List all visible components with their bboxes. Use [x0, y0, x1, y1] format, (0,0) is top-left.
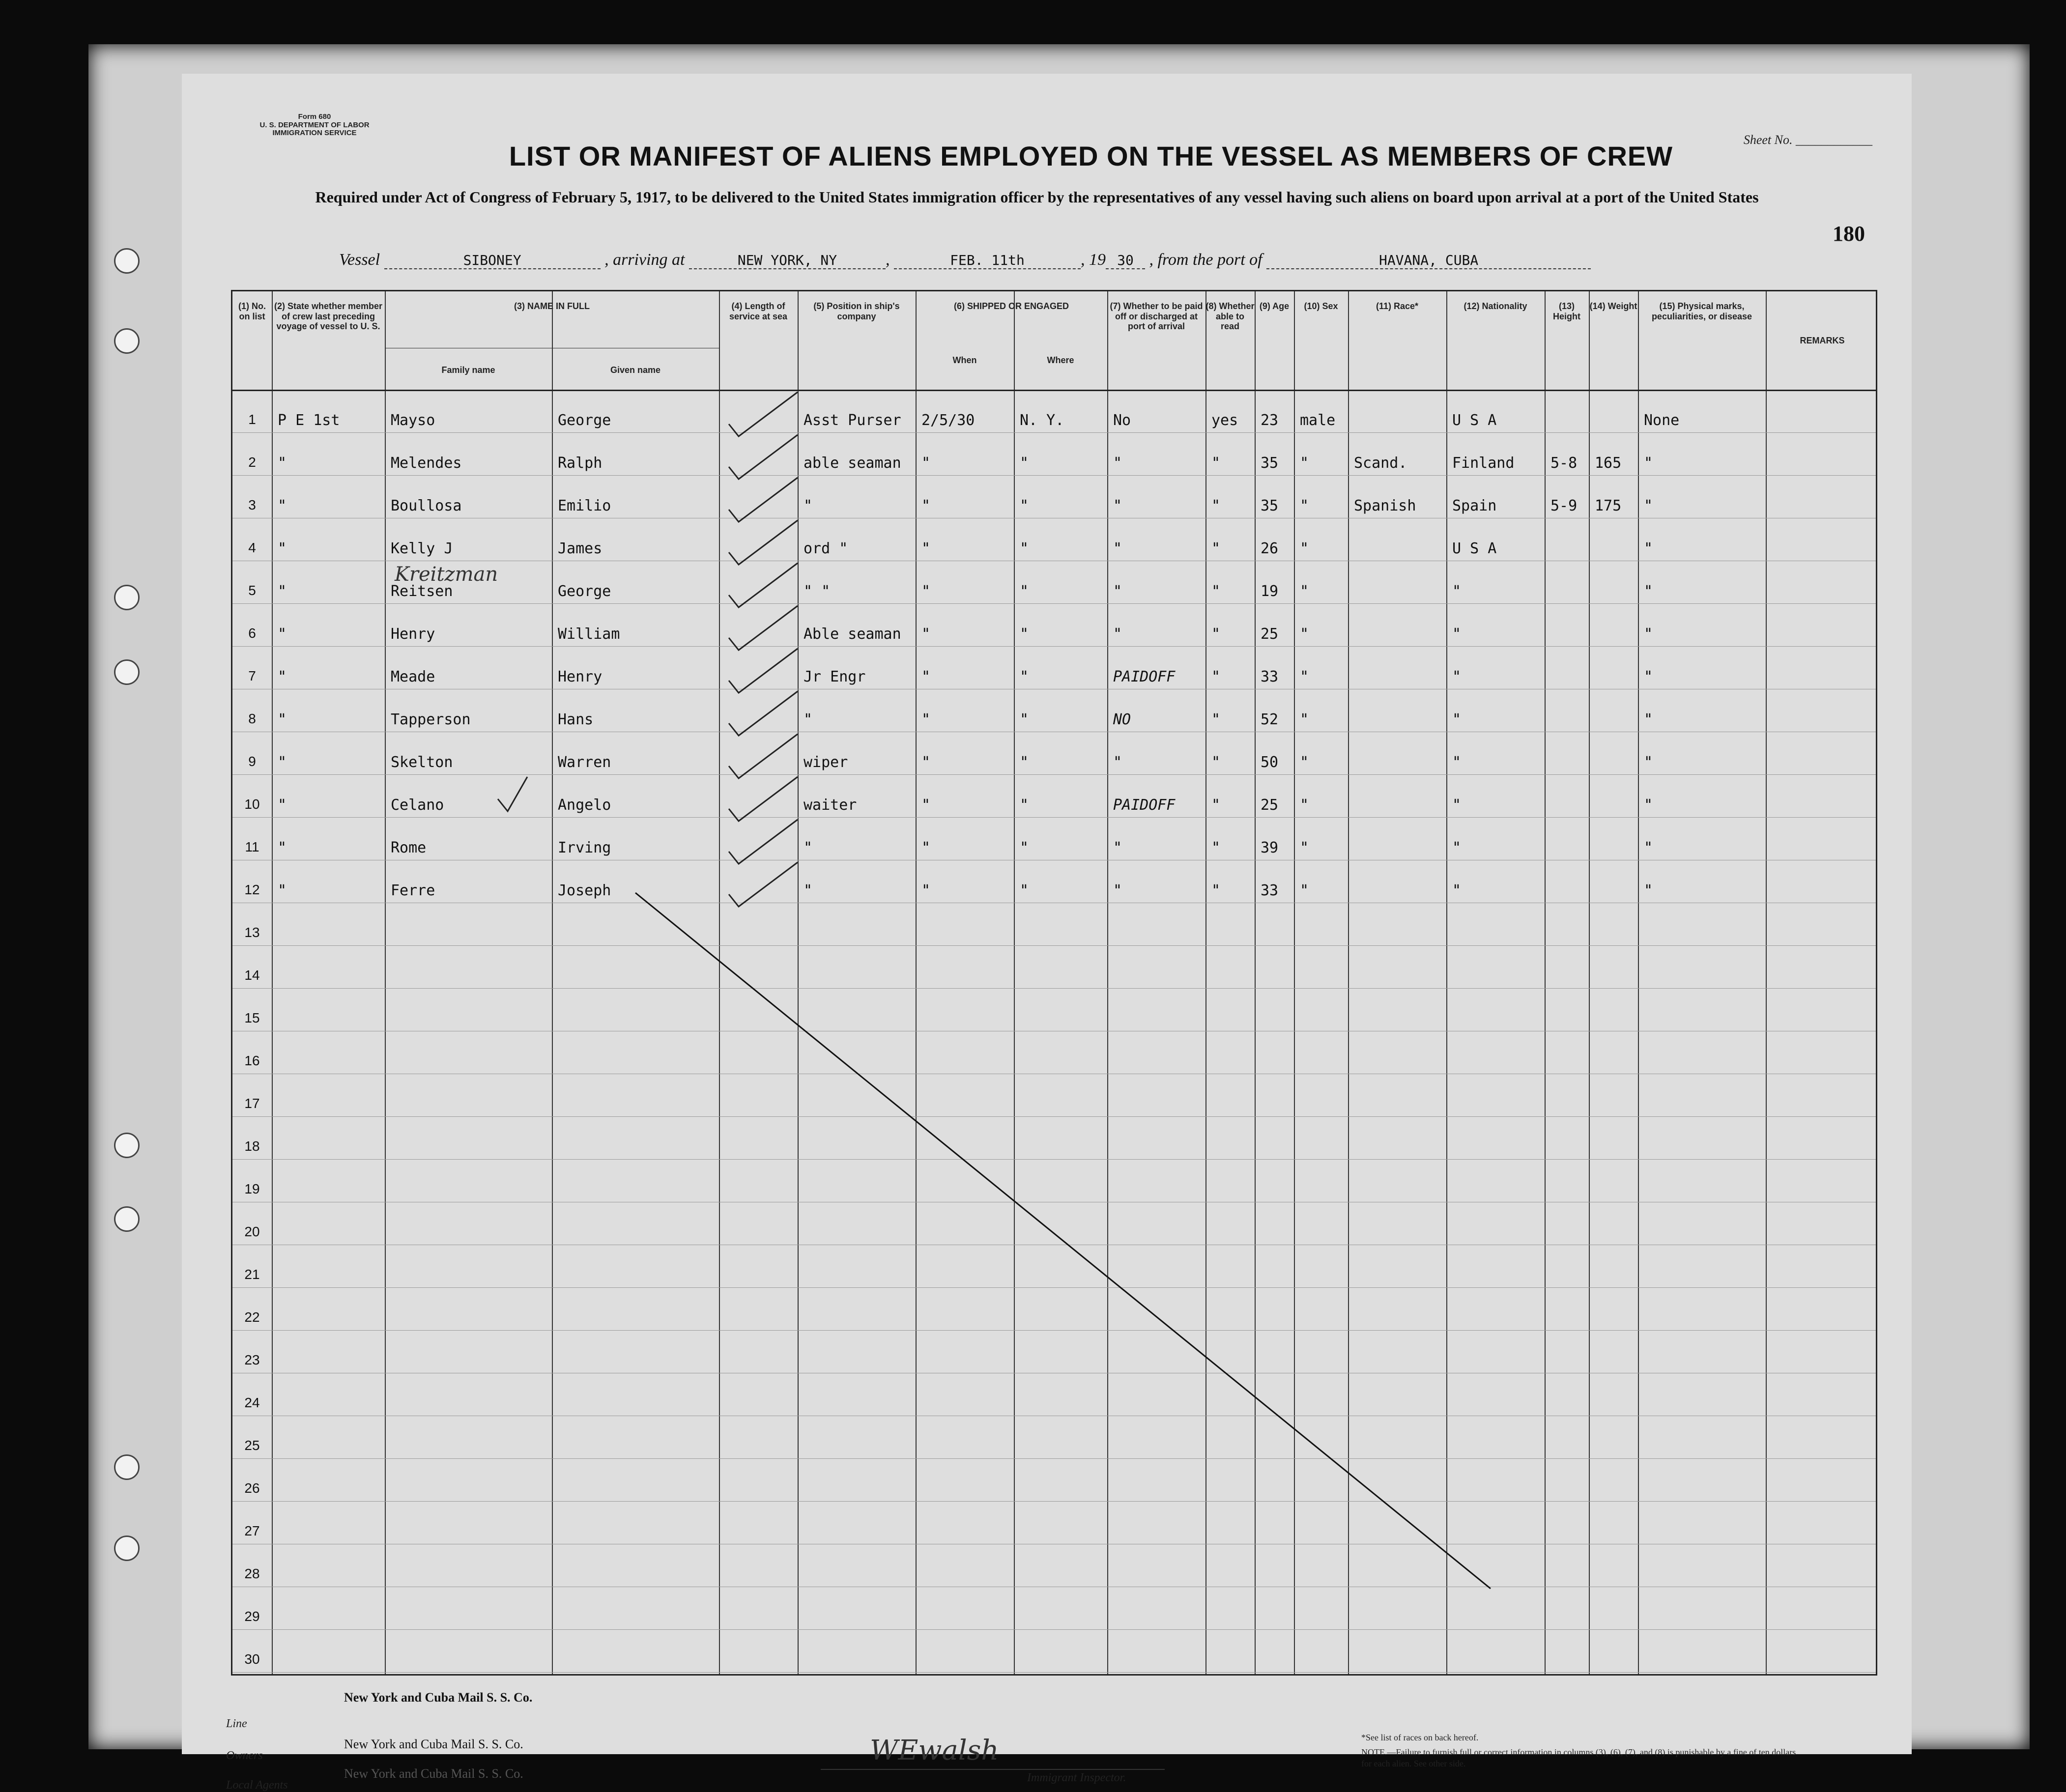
manifest-form — [182, 74, 1912, 1792]
cell-marks: " — [1644, 796, 1653, 814]
column-header-remarks: REMARKS — [1800, 336, 1845, 345]
inspector-label: Immigrant Inspector. — [1027, 1771, 1126, 1784]
column-header-c2: (2) State whether member of crew last preceding voyage of vessel to U. S. — [274, 301, 383, 332]
row-number: 11 — [245, 839, 259, 854]
cell-when: " — [921, 497, 931, 514]
column-header-c14: (14) Weight — [1589, 301, 1637, 311]
owners-label: Owners — [226, 1749, 263, 1762]
cell-sex: " — [1300, 626, 1309, 643]
vessel-line: Vessel SIBONEY , arriving at NEW YORK, NY , FEB. 11th , 19 30 , from the port of HAVANA, CUBA — [339, 251, 1863, 269]
column-header-c11: (11) Race* — [1376, 301, 1419, 311]
column-header-c6: (6) SHIPPED OR ENGAGED — [953, 301, 1069, 311]
column-header-c3a: Family name — [441, 365, 495, 375]
cell-paid: PAIDOFF — [1113, 796, 1176, 814]
cell-age: 35 — [1261, 497, 1279, 514]
cell-paid: " — [1113, 882, 1122, 899]
cell-prev: P E 1st — [278, 412, 340, 429]
cell-pos: able seaman — [803, 455, 901, 472]
row-number: 16 — [244, 1053, 260, 1068]
cell-age: 35 — [1261, 455, 1279, 472]
signature-line — [821, 1769, 1165, 1770]
cell-age: 50 — [1261, 754, 1279, 771]
cell-given: Hans — [558, 711, 594, 728]
cell-given: Warren — [558, 754, 611, 771]
from-label: , from the port of — [1149, 251, 1263, 269]
check-mark — [729, 520, 798, 565]
cell-pos: " — [803, 497, 813, 514]
cell-read: yes — [1211, 412, 1238, 429]
binder-hole — [114, 1536, 140, 1561]
cell-given: George — [558, 583, 611, 600]
arriving-port: NEW YORK, NY — [689, 252, 886, 269]
column-header-c12: (12) Nationality — [1463, 301, 1527, 311]
form-number: Form 680 — [298, 113, 331, 121]
column-header-c6a: When — [952, 355, 977, 365]
handwritten-correction: Kreitzman — [395, 563, 498, 586]
cell-pos: waiter — [803, 796, 857, 814]
column-header-c7: (7) Whether to be paid off or discharged at port of arrival — [1110, 301, 1203, 332]
cell-marks: " — [1644, 626, 1653, 643]
row-number: 7 — [248, 668, 256, 683]
cell-prev: " — [278, 668, 287, 685]
cell-read: " — [1211, 796, 1221, 814]
cell-family: Kelly J — [391, 540, 453, 557]
cell-given: Ralph — [558, 455, 603, 472]
row-number: 4 — [248, 540, 256, 555]
row-number: 22 — [244, 1309, 260, 1325]
cell-height: 5-8 — [1550, 455, 1578, 472]
cell-paid: " — [1113, 583, 1122, 600]
arriving-label: , arriving at — [604, 251, 685, 269]
cell-age: 23 — [1261, 412, 1279, 429]
cell-marks: " — [1644, 540, 1653, 557]
cell-where: " — [1020, 583, 1029, 600]
cell-family: Rome — [391, 839, 427, 856]
binder-hole — [114, 248, 140, 274]
cell-family: Melendes — [391, 455, 462, 472]
cell-pos: ord " — [803, 540, 848, 557]
cell-paid: " — [1113, 839, 1122, 856]
cell-age: 25 — [1261, 626, 1279, 643]
row-number: 19 — [244, 1181, 260, 1196]
check-mark — [729, 862, 798, 907]
race-note: *See list of races on back hereof. — [1361, 1733, 1479, 1742]
cell-paid: No — [1113, 412, 1131, 429]
cell-sex: " — [1300, 839, 1309, 856]
column-header-c13: (13) Height — [1553, 301, 1580, 321]
cell-read: " — [1211, 754, 1221, 771]
cell-sex: male — [1300, 412, 1336, 429]
arrival-date: FEB. 11th — [894, 252, 1081, 269]
cell-prev: " — [278, 540, 287, 557]
cell-when: " — [921, 455, 931, 472]
department: U. S. DEPARTMENT OF LABOR — [259, 120, 370, 129]
cell-sex: " — [1300, 455, 1309, 472]
cell-prev: " — [278, 583, 287, 600]
cell-paid: " — [1113, 626, 1122, 643]
cell-sex: " — [1300, 668, 1309, 685]
cell-pos: " " — [803, 583, 831, 600]
cell-prev: " — [278, 754, 287, 771]
cell-family: Reitsen — [391, 583, 453, 600]
cell-prev: " — [278, 882, 287, 899]
cell-marks: " — [1644, 711, 1653, 728]
cell-given: George — [558, 412, 611, 429]
check-mark — [729, 649, 798, 693]
page-subtitle: Required under Act of Congress of February 5, 1917, to be delivered to the United States immigration officer by the representatives of any vessel having such aliens on board upon arrival at a port of the United States — [315, 188, 1759, 206]
check-mark — [729, 777, 798, 821]
crew-table — [231, 290, 1877, 1676]
cell-sex: " — [1300, 754, 1309, 771]
agents-label: Local Agents — [226, 1779, 288, 1792]
cell-paid: PAIDOFF — [1113, 668, 1176, 685]
cell-nat: " — [1452, 626, 1462, 643]
cell-family: Skelton — [391, 754, 453, 771]
cell-family: Celano — [391, 796, 444, 814]
cell-where: N. Y. — [1020, 412, 1064, 429]
column-header-c4: (4) Length of service at sea — [729, 301, 788, 321]
row-number: 2 — [248, 455, 256, 470]
cell-where: " — [1020, 711, 1029, 728]
cell-when: " — [921, 754, 931, 771]
cell-nat: Finland — [1452, 455, 1515, 472]
cell-race: Spanish — [1354, 497, 1416, 514]
cell-paid: " — [1113, 754, 1122, 771]
cell-age: 26 — [1261, 540, 1279, 557]
arrival-year: 30 — [1106, 252, 1145, 269]
agents-value: New York and Cuba Mail S. S. Co. — [344, 1766, 523, 1781]
column-header-c9: (9) Age — [1259, 301, 1290, 311]
cell-sex: " — [1300, 497, 1309, 514]
row-number: 24 — [244, 1395, 260, 1410]
cell-read: " — [1211, 839, 1221, 856]
cell-given: Irving — [558, 839, 611, 856]
cell-nat: U S A — [1452, 540, 1497, 557]
cell-age: 25 — [1261, 796, 1279, 814]
year-prefix: , 19 — [1081, 251, 1106, 269]
row-number: 9 — [248, 754, 256, 769]
row-number: 1 — [248, 412, 256, 427]
cell-where: " — [1020, 540, 1029, 557]
cell-where: " — [1020, 626, 1029, 643]
cell-read: " — [1211, 583, 1221, 600]
cell-prev: " — [278, 711, 287, 728]
check-mark — [729, 435, 798, 479]
cell-where: " — [1020, 497, 1029, 514]
cell-marks: " — [1644, 839, 1653, 856]
cancel-line — [635, 893, 1491, 1589]
cell-nat: " — [1452, 711, 1462, 728]
cell-given: James — [558, 540, 603, 557]
cell-marks: " — [1644, 668, 1653, 685]
cell-paid: " — [1113, 455, 1122, 472]
check-mark — [729, 606, 798, 650]
sheet-number: Sheet No. ____________ — [1743, 133, 1872, 147]
sheet-label: Sheet No. — [1743, 133, 1793, 147]
cell-paid: " — [1113, 540, 1122, 557]
cell-when: " — [921, 839, 931, 856]
cell-weight: 165 — [1595, 455, 1622, 472]
pen-marks — [232, 291, 1879, 1677]
column-header-c8: (8) Whether able to read — [1205, 301, 1255, 332]
cell-when: " — [921, 882, 931, 899]
cell-when: " — [921, 711, 931, 728]
row-number: 8 — [248, 711, 256, 726]
row-number: 29 — [244, 1609, 260, 1624]
cell-prev: " — [278, 796, 287, 814]
cell-prev: " — [278, 839, 287, 856]
cell-read: " — [1211, 626, 1221, 643]
cell-pos: Asst Purser — [803, 412, 901, 429]
column-header-c1: (1) No. on list — [238, 301, 266, 321]
row-number: 23 — [244, 1352, 260, 1367]
cell-pos: " — [803, 839, 813, 856]
vessel-label: Vessel — [339, 251, 380, 269]
cell-read: " — [1211, 455, 1221, 472]
cell-age: 52 — [1261, 711, 1279, 728]
cell-family: Boullosa — [391, 497, 462, 514]
cell-sex: " — [1300, 583, 1309, 600]
cell-when: " — [921, 796, 931, 814]
cell-where: " — [1020, 754, 1029, 771]
row-number: 28 — [244, 1566, 260, 1581]
binder-hole — [114, 1206, 140, 1232]
cell-nat: " — [1452, 882, 1462, 899]
row-number: 13 — [244, 925, 260, 940]
cell-pos: Jr Engr — [803, 668, 866, 685]
cell-where: " — [1020, 796, 1029, 814]
check-mark — [729, 691, 798, 736]
page-title: LIST OR MANIFEST OF ALIENS EMPLOYED ON THE VESSEL AS MEMBERS OF CREW — [509, 141, 1673, 171]
binder-hole — [114, 659, 140, 685]
cell-family: Meade — [391, 668, 435, 685]
cell-pos: Able seaman — [803, 626, 901, 643]
cell-when: " — [921, 540, 931, 557]
cell-read: " — [1211, 711, 1221, 728]
cell-given: William — [558, 626, 620, 643]
row-number: 15 — [244, 1010, 260, 1025]
cell-nat: " — [1452, 839, 1462, 856]
row-number: 3 — [248, 497, 256, 512]
column-header-c6b: Where — [1047, 355, 1074, 365]
row-number: 6 — [248, 626, 256, 641]
check-mark — [498, 777, 527, 811]
cell-read: " — [1211, 540, 1221, 557]
form-header — [241, 113, 388, 138]
cell-age: 33 — [1261, 882, 1279, 899]
row-number: 14 — [244, 967, 260, 983]
inspector-signature: WEwalsh — [870, 1735, 999, 1766]
owners-value: New York and Cuba Mail S. S. Co. — [344, 1737, 523, 1751]
cell-given: Angelo — [558, 796, 611, 814]
check-mark — [729, 563, 798, 607]
cell-prev: " — [278, 455, 287, 472]
cell-paid: " — [1113, 497, 1122, 514]
check-mark — [729, 734, 798, 778]
line-company: New York and Cuba Mail S. S. Co. — [344, 1690, 533, 1705]
cell-sex: " — [1300, 882, 1309, 899]
cell-where: " — [1020, 882, 1029, 899]
row-number: 21 — [244, 1267, 260, 1282]
binder-hole — [114, 328, 140, 354]
cell-prev: " — [278, 626, 287, 643]
column-header-c15: (15) Physical marks, peculiarities, or disease — [1651, 301, 1752, 321]
service: IMMIGRATION SERVICE — [272, 129, 357, 137]
cell-family: Tapperson — [391, 711, 471, 728]
cell-given: Henry — [558, 668, 603, 685]
cell-nat: " — [1452, 754, 1462, 771]
row-number: 20 — [244, 1224, 260, 1239]
cell-given: Emilio — [558, 497, 611, 514]
cell-nat: Spain — [1452, 497, 1497, 514]
line-label: Line — [226, 1717, 247, 1730]
cell-marks: " — [1644, 754, 1653, 771]
row-number: 25 — [244, 1438, 260, 1453]
cell-age: 39 — [1261, 839, 1279, 856]
check-mark — [729, 820, 798, 864]
cell-nat: U S A — [1452, 412, 1497, 429]
cell-pos: wiper — [803, 754, 848, 771]
cell-when: " — [921, 668, 931, 685]
binder-hole — [114, 1454, 140, 1480]
vessel-name: SIBONEY — [384, 252, 601, 269]
cell-read: " — [1211, 497, 1221, 514]
check-mark — [729, 478, 798, 522]
row-number: 10 — [244, 796, 260, 812]
cell-prev: " — [278, 497, 287, 514]
cell-sex: " — [1300, 796, 1309, 814]
cell-where: " — [1020, 839, 1029, 856]
cell-pos: " — [803, 711, 813, 728]
row-number: 30 — [244, 1651, 260, 1667]
cell-nat: " — [1452, 668, 1462, 685]
cell-age: 19 — [1261, 583, 1279, 600]
check-mark — [729, 392, 798, 436]
cell-age: 33 — [1261, 668, 1279, 685]
cell-marks: None — [1644, 412, 1680, 429]
binder-hole — [114, 585, 140, 610]
cell-nat: " — [1452, 796, 1462, 814]
cell-nat: " — [1452, 583, 1462, 600]
cell-marks: " — [1644, 455, 1653, 472]
cell-family: Henry — [391, 626, 435, 643]
cell-sex: " — [1300, 711, 1309, 728]
cell-when: " — [921, 583, 931, 600]
cell-family: Mayso — [391, 412, 435, 429]
cell-when: 2/5/30 — [921, 412, 975, 429]
binder-hole — [114, 1133, 140, 1158]
cell-read: " — [1211, 668, 1221, 685]
column-header-c10: (10) Sex — [1304, 301, 1338, 311]
cell-pos: " — [803, 882, 813, 899]
cell-given: Joseph — [558, 882, 611, 899]
cell-where: " — [1020, 668, 1029, 685]
row-number: 27 — [244, 1523, 260, 1538]
cell-marks: " — [1644, 583, 1653, 600]
cell-family: Ferre — [391, 882, 435, 899]
row-number: 26 — [244, 1480, 260, 1496]
row-number: 5 — [248, 583, 256, 598]
cell-sex: " — [1300, 540, 1309, 557]
cell-marks: " — [1644, 497, 1653, 514]
column-header-c3: (3) NAME IN FULL — [514, 301, 590, 311]
penalty-note: NOTE.—Failure to furnish full or correct information in columns (3), (6), (7), and (8) is punishable by a fine of ten dollars for each alien. See other side. — [1361, 1747, 1796, 1768]
column-header-c3b: Given name — [610, 365, 661, 375]
cell-weight: 175 — [1595, 497, 1622, 514]
cell-marks: " — [1644, 882, 1653, 899]
cell-race: Scand. — [1354, 455, 1407, 472]
row-number: 12 — [244, 882, 260, 897]
cell-where: " — [1020, 455, 1029, 472]
cell-height: 5-9 — [1550, 497, 1578, 514]
from-port: HAVANA, CUBA — [1266, 252, 1591, 269]
cell-read: " — [1211, 882, 1221, 899]
cell-when: " — [921, 626, 931, 643]
row-number: 17 — [244, 1096, 260, 1111]
column-header-c5: (5) Position in ship's company — [813, 301, 900, 321]
cell-paid: NO — [1113, 711, 1131, 728]
page-number: 180 — [1833, 222, 1865, 246]
row-number: 18 — [244, 1138, 260, 1154]
